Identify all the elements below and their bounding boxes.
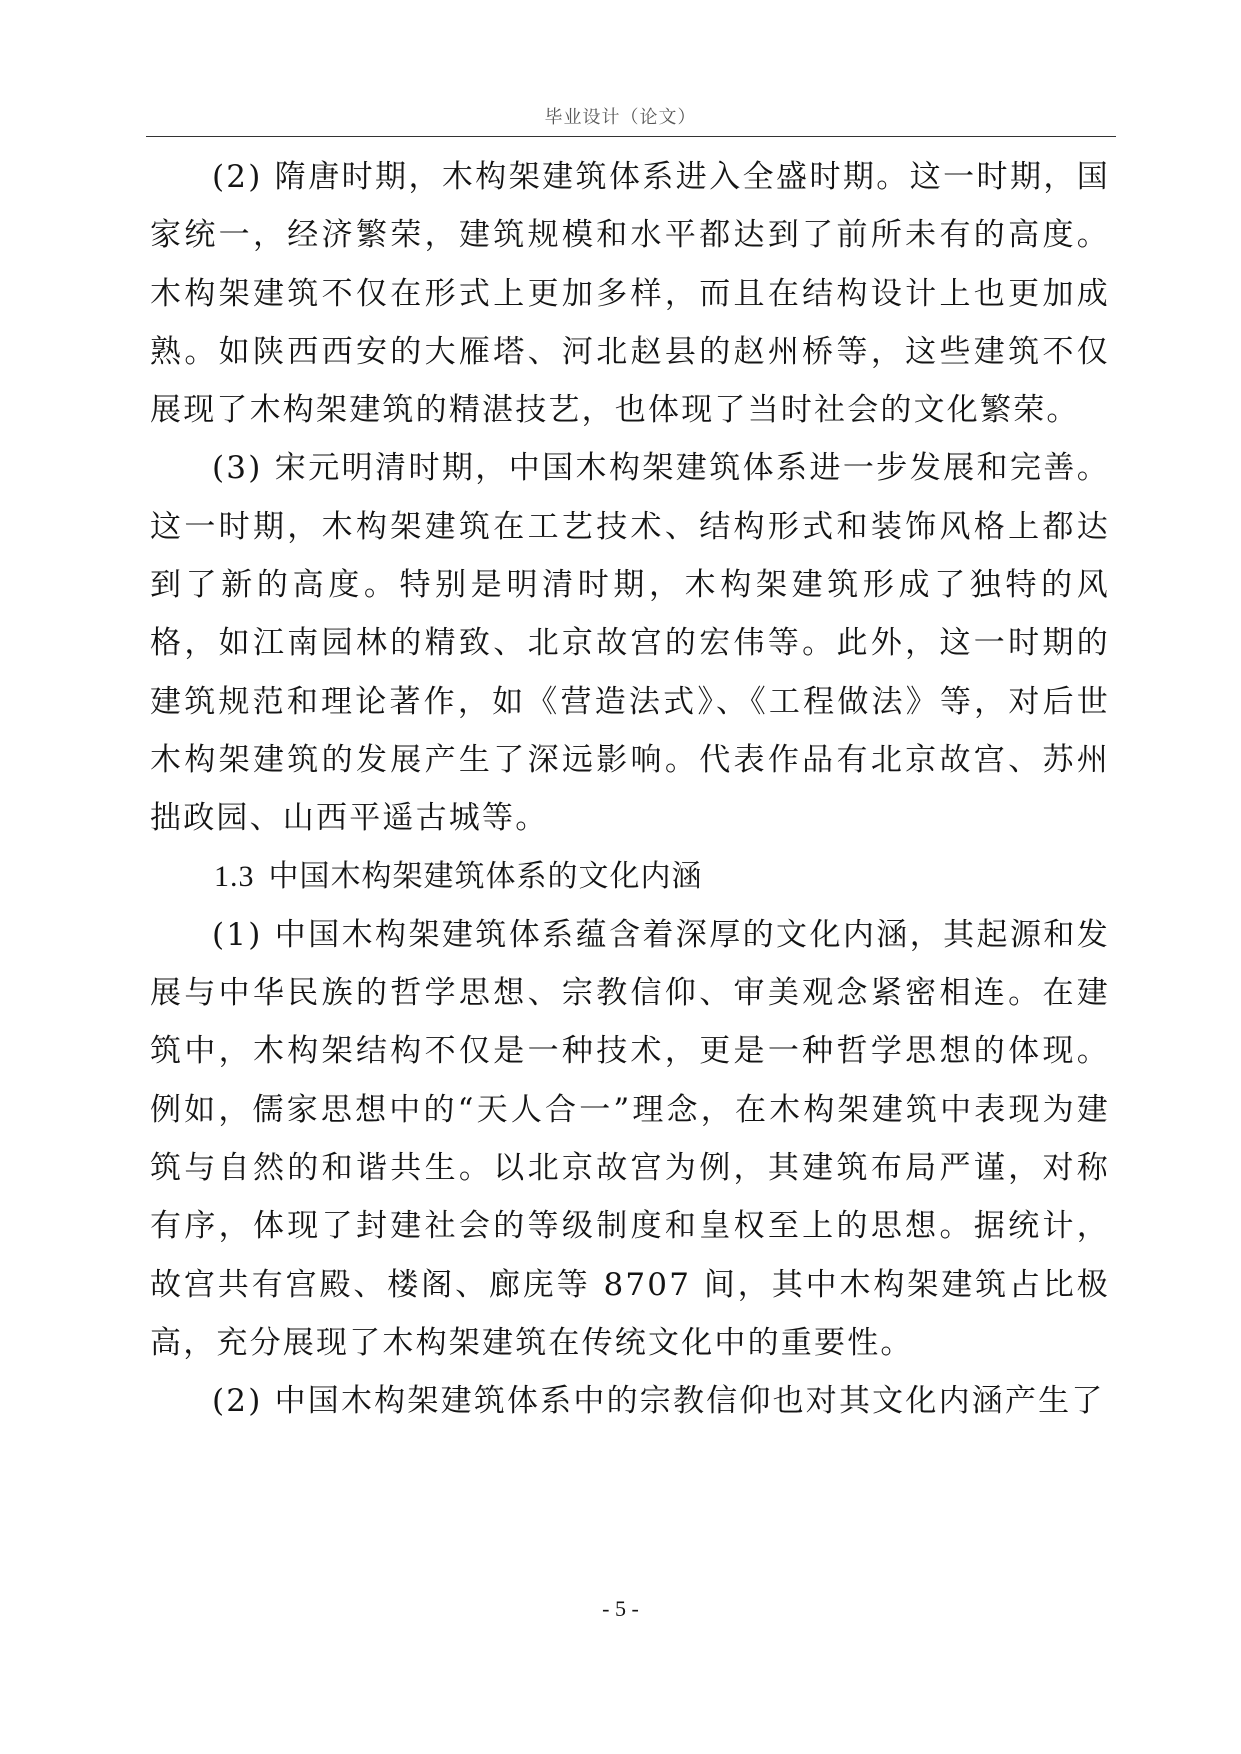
paragraph-sui-tang-period: (2) 隋唐时期，木构架建筑体系进入全盛时期。这一时期，国家统一，经济繁荣，建筑规模和水平都达到了前所未有的高度。木构架建筑不仅在形式上更加多样，而且在结构设计上也更加成熟。如陕西西安的大雁塔、河北赵县的赵州桥等，这些建筑不仅展现了木构架建筑的精湛技艺，也体现了当时社会的文化繁荣。 <box>150 159 1110 429</box>
page-number: - 5 - <box>602 1596 639 1621</box>
section-number: 1.3 <box>214 859 255 893</box>
section-heading <box>150 848 1110 906</box>
paragraph-religious-belief: (2) 中国木构架建筑体系中的宗教信仰也对其文化内涵产生了 <box>212 1383 1105 1420</box>
section-title: 中国木构架建筑体系的文化内涵 <box>268 858 703 894</box>
header-divider <box>146 136 1116 137</box>
header-title: 毕业设计（论文） <box>544 107 697 128</box>
body-text <box>150 148 1110 1431</box>
paragraph-cultural-connotation: (1) 中国木构架建筑体系蕴含着深厚的文化内涵，其起源和发展与中华民族的哲学思想、宗教信仰、审美观念紧密相连。在建筑中，木构架结构不仅是一种技术，更是一种哲学思想的体现。例如，儒家思想中的“天人合一”理念，在木构架建筑中表现为建筑与自然的和谐共生。以北京故宫为例，其建筑布局严谨，对称有序，体现了封建社会的等级制度和皇权至上的思想。据统计，故宫共有宫殿、楼阁、廊庑等 8707 间，其中木构架建筑占比极高，充分展现了木构架建筑在传统文化中的重要性。 <box>150 916 1110 1361</box>
paragraph-song-yuan-ming-qing-period: (3) 宋元明清时期，中国木构架建筑体系进一步发展和完善。这一时期，木构架建筑在工艺技术、结构形式和装饰风格上都达到了新的高度。特别是明清时期，木构架建筑形成了独特的风格，如江南园林的精致、北京故宫的宏伟等。此外，这一时期的建筑规范和理论著作，如《营造法式》、《工程做法》等，对后世木构架建筑的发展产生了深远影响。代表作品有北京故宫、苏州拙政园、山西平遥古城等。 <box>150 450 1110 837</box>
